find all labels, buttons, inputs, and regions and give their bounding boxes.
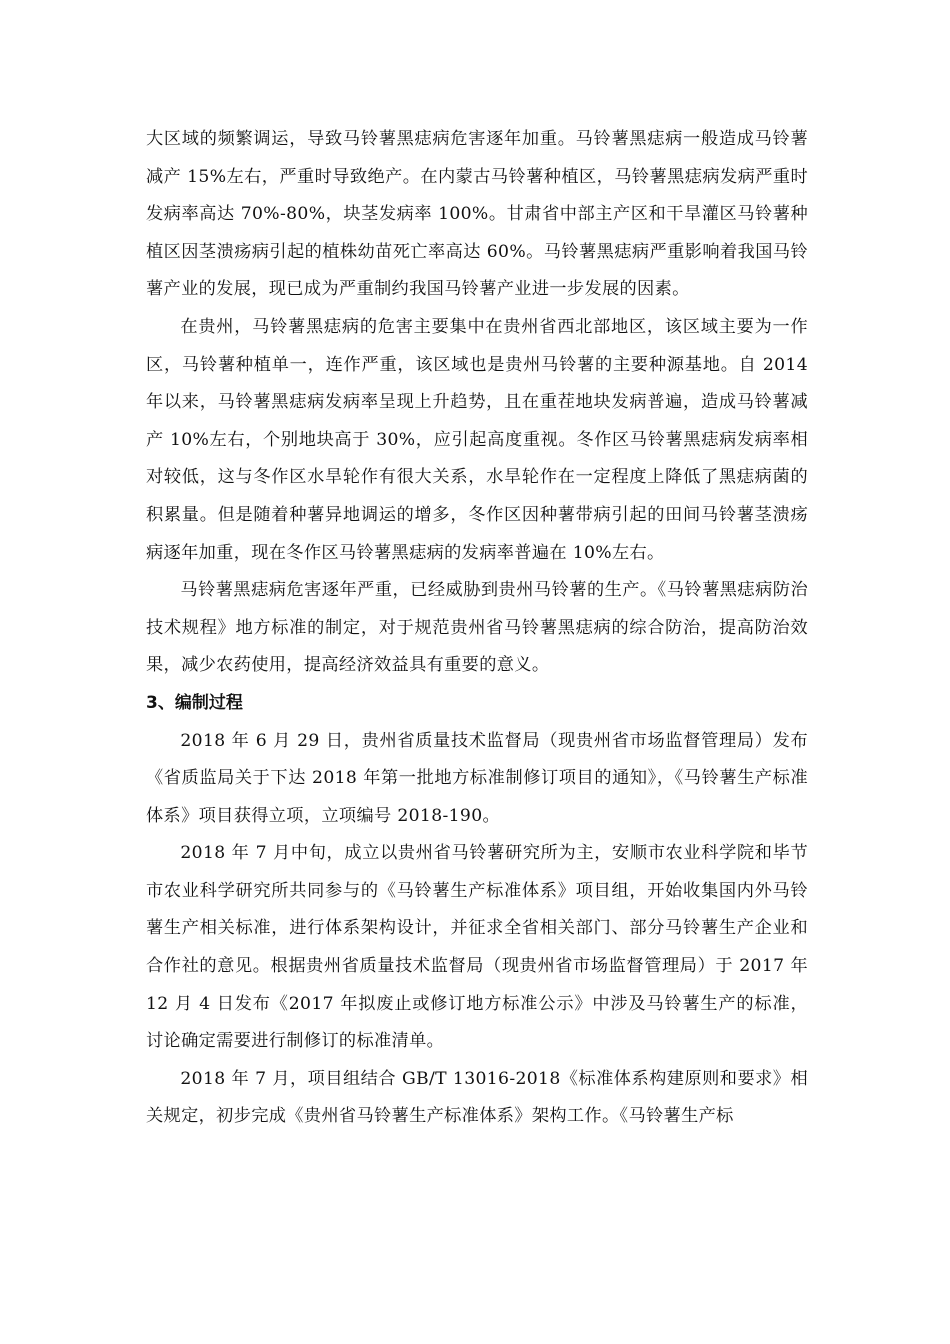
body-paragraph-continuation: 大区域的频繁调运，导致马铃薯黑痣病危害逐年加重。马铃薯黑痣病一般造成马铃薯减产 15%左右，严重时导致绝产。在内蒙古马铃薯种植区，马铃薯黑痣病发病严重时发病率高达 70%-80%，块茎发病率 100%。甘肃省中部主产区和干旱灌区马铃薯种植区因茎溃疡病引起的植株幼苗死亡率高达 60%。马铃薯黑痣病严重影响着我国马铃薯产业的发展，现已成为严重制约我国马铃薯产业进一步发展的因素。: [146, 129, 808, 300]
body-paragraph-guizhou: 在贵州，马铃薯黑痣病的危害主要集中在贵州省西北部地区，该区域主要为一作区，马铃薯种植单一，连作严重，该区域也是贵州马铃薯的主要种源基地。自 2014 年以来，马铃薯黑痣病发病率呈现上升趋势，且在重茬地块发病普遍，造成马铃薯减产 10%左右，个别地块高于 30%，应引起高度重视。冬作区马铃薯黑痣病发病率相对较低，这与冬作区水旱轮作有很大关系，水旱轮作在一定程度上降低了黑痣病菌的积累量。但是随着种薯异地调运的增多，冬作区因种薯带病引起的田间马铃薯茎溃疡病逐年加重，现在冬作区马铃薯黑痣病的发病率普遍在 10%左右。: [146, 316, 808, 563]
section-heading: 3、编制过程: [146, 692, 243, 713]
document-page: [146, 121, 808, 1136]
body-paragraph-project-team: 2018 年 7 月中旬，成立以贵州省马铃薯研究所为主，安顺市农业科学院和毕节市农业科学研究所共同参与的《马铃薯生产标准体系》项目组，开始收集国内外马铃薯生产相关标准，进行体系架构设计，并征求全省相关部门、部分马铃薯生产企业和合作社的意见。根据贵州省质量技术监督局（现贵州省市场监督管理局）于 2017 年 12 月 4 日发布《2017 年拟废止或修订地方标准公示》中涉及马铃薯生产的标准，讨论确定需要进行制修订的标准清单。: [146, 843, 808, 1052]
body-paragraph-significance: 马铃薯黑痣病危害逐年严重，已经威胁到贵州马铃薯的生产。《马铃薯黑痣病防治技术规程》地方标准的制定，对于规范贵州省马铃薯黑痣病的综合防治，提高防治效果，减少农药使用，提高经济效益具有重要的意义。: [146, 580, 808, 676]
body-paragraph-project-approval: 2018 年 6 月 29 日，贵州省质量技术监督局（现贵州省市场监督管理局）发布《省质监局关于下达 2018 年第一批地方标准制修订项目的通知》，《马铃薯生产标准体系》项目获得立项，立项编号 2018-190。: [146, 730, 808, 826]
body-paragraph-architecture: 2018 年 7 月，项目组结合 GB/T 13016-2018《标准体系构建原则和要求》相关规定，初步完成《贵州省马铃薯生产标准体系》架构工作。《马铃薯生产标: [146, 1068, 808, 1127]
